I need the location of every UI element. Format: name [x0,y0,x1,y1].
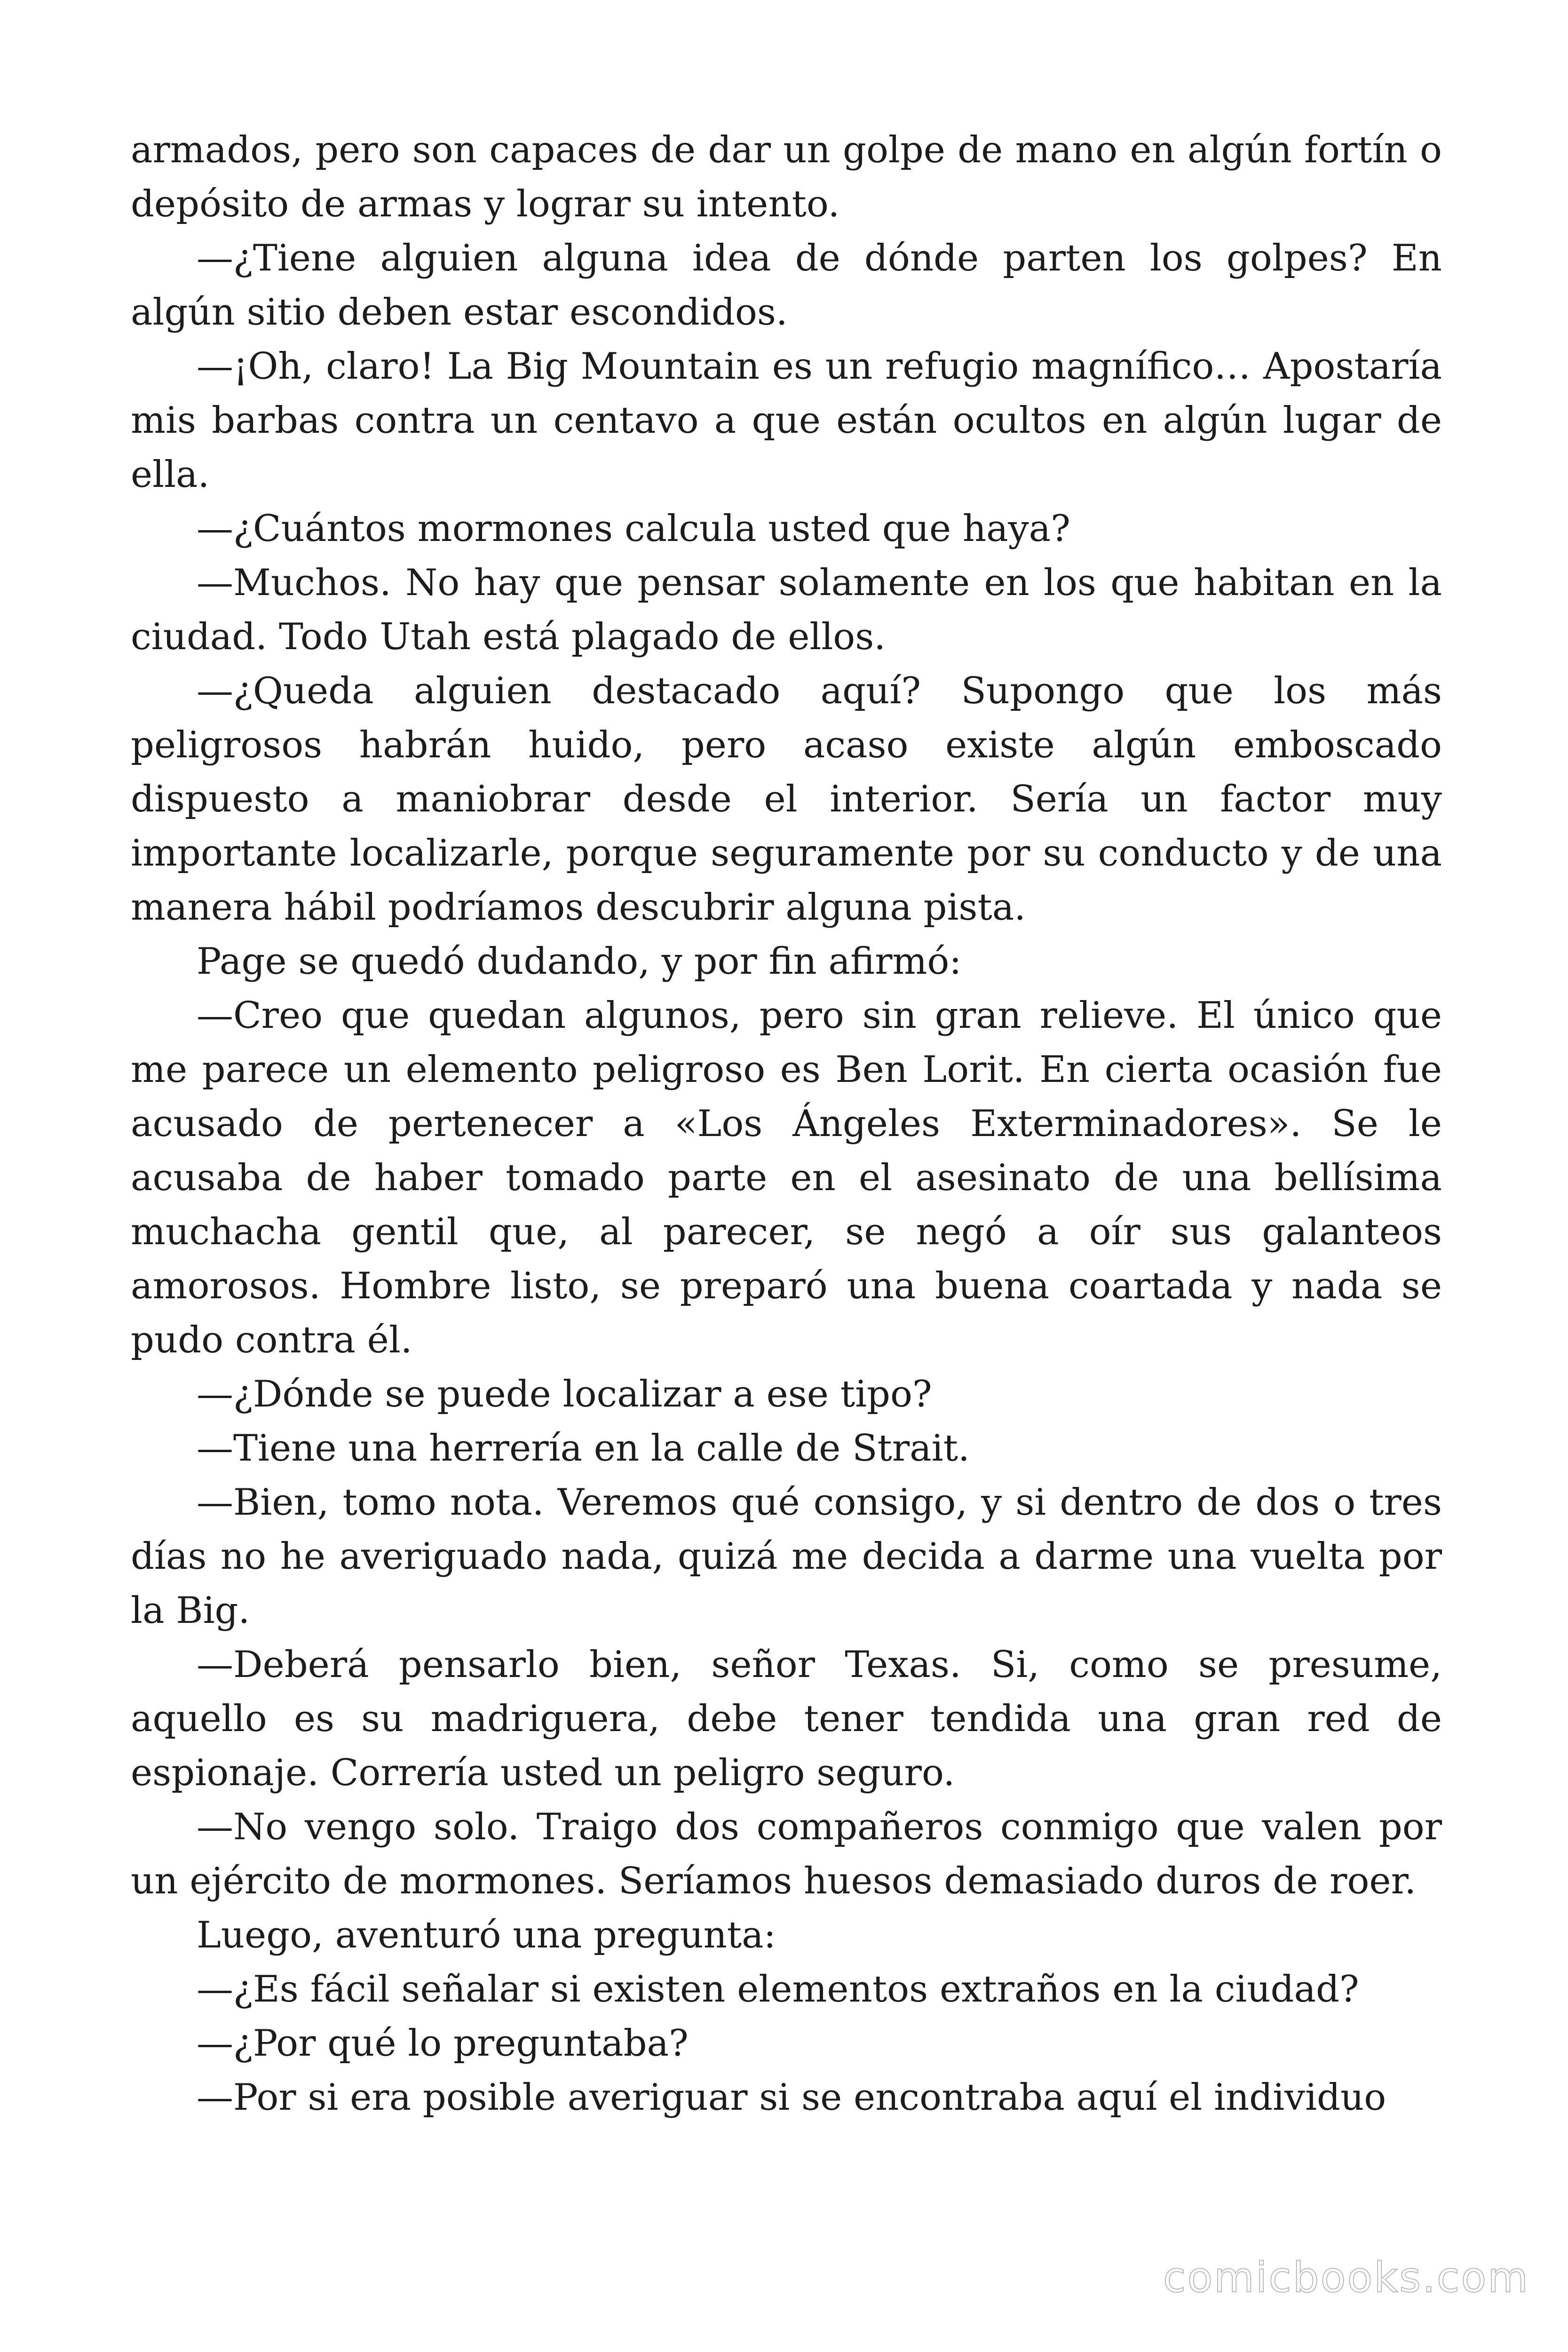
paragraph: —¿Es fácil señalar si existen elementos extraños en la ciudad? [197,1968,1359,2010]
paragraph: —Tiene una herrería en la calle de Strait. [197,1427,970,1470]
paragraph: —No vengo solo. Traigo dos compañeros conmigo que valen por un ejército de mormones. Seríamos huesos demasiado duros de roer. [131,1806,1442,1902]
paragraph: armados, pero son capaces de dar un golpe de mano en algún fortín o depósito de armas y lograr su intento. [131,129,1442,225]
paragraph: —¿Cuántos mormones calcula usted que haya? [197,508,1070,550]
paragraph: —¿Tiene alguien alguna idea de dónde parten los golpes? En algún sitio deben estar escondidos. [131,237,1442,334]
paragraph: —Bien, tomo nota. Veremos qué consigo, y si dentro de dos o tres días no he averiguado nada, quizá me decida a darme una vuelta por la Big. [131,1481,1442,1632]
paragraph: Page se quedó dudando, y por fin afirmó: [197,940,962,983]
page-text [131,123,1442,2125]
paragraph: —¿Dónde se puede localizar a ese tipo? [197,1373,932,1415]
paragraph: —¿Por qué lo preguntaba? [197,2022,689,2065]
paragraph: —Deberá pensarlo bien, señor Texas. Si, como se presume, aquello es su madriguera, debe tener tendida una gran red de espionaje. Correría usted un peligro seguro. [131,1644,1442,1794]
paragraph: —¡Oh, claro! La Big Mountain es un refugio magnífico… Apostaría mis barbas contra un centavo a que están ocultos en algún lugar de ella. [131,345,1442,496]
paragraph: —Por si era posible averiguar si se encontraba aquí el individuo [197,2076,1386,2119]
watermark: comicbooks.com [1163,2253,1529,2302]
paragraph: Luego, aventuró una pregunta: [197,1914,776,1956]
paragraph: —Muchos. No hay que pensar solamente en los que habitan en la ciudad. Todo Utah está plagado de ellos. [131,562,1442,658]
paragraph: —¿Queda alguien destacado aquí? Supongo que los más peligrosos habrán huido, pero acaso existe algún emboscado dispuesto a maniobrar desde el interior. Sería un factor muy importante localizarle, porque seguramente por su conducto y de una manera hábil podríamos descubrir alguna pista. [131,670,1442,929]
paragraph: —Creo que quedan algunos, pero sin gran relieve. El único que me parece un elemento peligroso es Ben Lorit. En cierta ocasión fue acusado de pertenecer a «Los Ángeles Exterminadores». Se le acusaba de haber tomado parte en el asesinato de una bellísima muchacha gentil que, al parecer, se negó a oír sus galanteos amorosos. Hombre listo, se preparó una buena coartada y nada se pudo contra él. [131,994,1442,1361]
